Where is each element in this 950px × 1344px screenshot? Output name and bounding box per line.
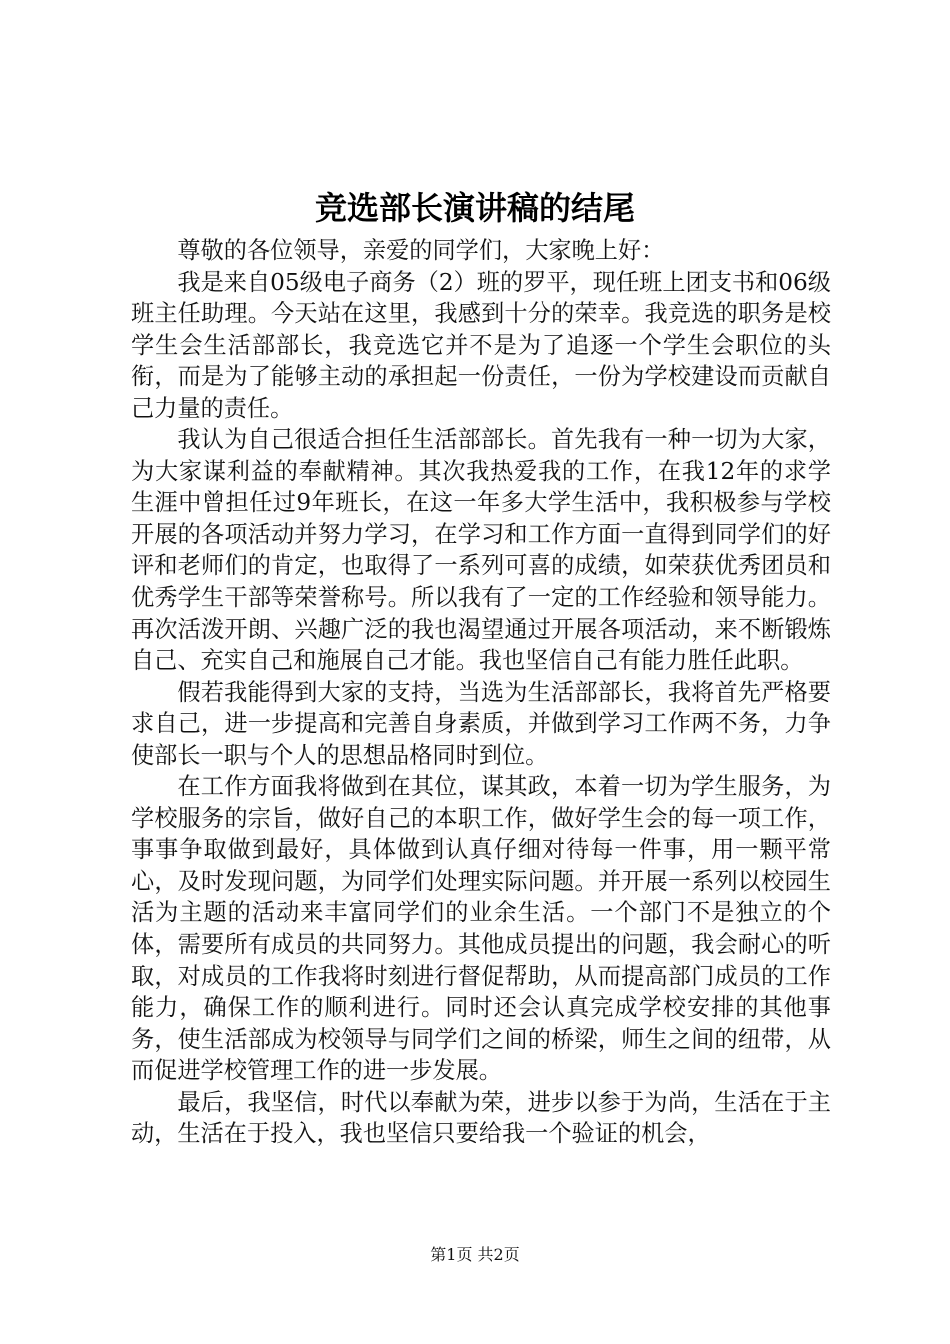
paragraph-qualifications: 我认为自己很适合担任生活部部长。首先我有一种一切为大家，为大家谋利益的奉献精神。其次我热爱我的工作，在我12年的求学生涯中曾担任过9年班长，在这一年多大学生活中，我积极参与学校开展的各项活动并努力学习，在学习和工作方面一直得到同学们的好评和老师们的肯定，也取得了一系列可喜的成绩，如荣获优秀团员和优秀学生干部等荣誉称号。所以我有了一定的工作经验和领导能力。再次活泼开朗、兴趣广泛的我也渴望通过开展各项活动，来不断锻炼自己、充实自己和施展自己才能。我也坚信自己有能力胜任此职。 xyxy=(131,426,831,675)
document-body xyxy=(131,235,831,1150)
document-title: 竞选部长演讲稿的结尾 xyxy=(314,189,635,227)
paragraph-work-plan: 在工作方面我将做到在其位，谋其政，本着一切为学生服务，为学校服务的宗旨，做好自己的本职工作，做好学生会的每一项工作，事事争取做到最好，具体做到认真仔细对待每一件事，用一颗平常心，及时发现问题，为同学们处理实际问题。并开展一系列以校园生活为主题的活动来丰富同学们的业余生活。一个部门不是独立的个体，需要所有成员的共同努力。其他成员提出的问题，我会耐心的听取，对成员的工作我将时刻进行督促帮助，从而提高部门成员的工作能力，确保工作的顺利进行。同时还会认真完成学校安排的其他事务，使生活部成为校领导与同学们之间的桥梁，师生之间的纽带，从而促进学校管理工作的进一步发展。 xyxy=(131,773,831,1085)
page-number-footer: 第1页 共2页 xyxy=(430,1245,520,1264)
paragraph-commitment: 假若我能得到大家的支持，当选为生活部部长，我将首先严格要求自己，进一步提高和完善自身素质，并做到学习工作两不务，力争使部长一职与个人的思想品格同时到位。 xyxy=(131,678,831,769)
paragraph-introduction: 我是来自05级电子商务（2）班的罗平，现任班上团支书和06级班主任助理。今天站在这里，我感到十分的荣幸。我竞选的职务是校学生会生活部部长，我竞选它并不是为了追逐一个学生会职位的头衔，而是为了能够主动的承担起一份责任，一份为学校建设而贡献自己力量的责任。 xyxy=(131,268,831,422)
paragraph-greeting: 尊敬的各位领导，亲爱的同学们，大家晚上好： xyxy=(177,237,665,264)
paragraph-closing: 最后，我坚信，时代以奉献为荣，进步以参于为尚，生活在于主动，生活在于投入，我也坚信只要给我一个验证的机会， xyxy=(131,1088,831,1148)
